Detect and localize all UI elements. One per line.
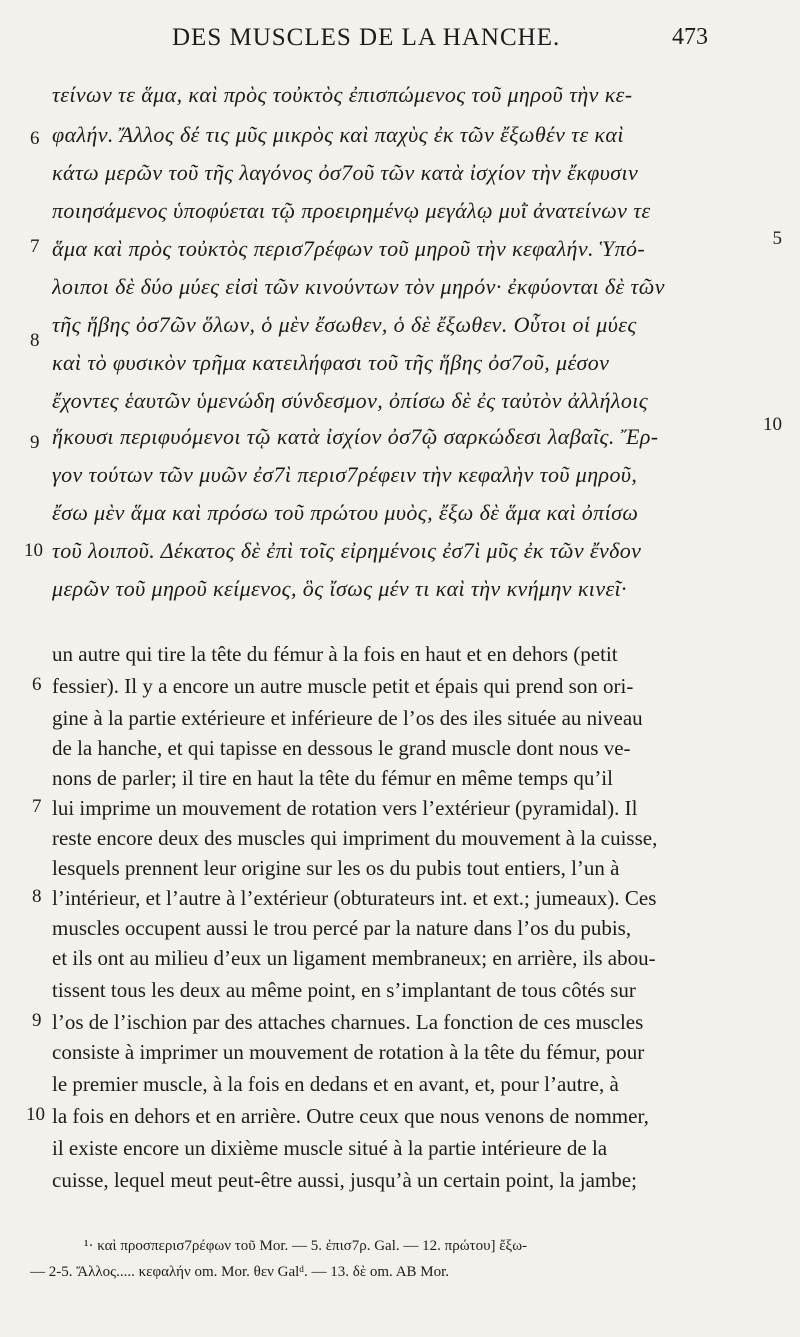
page-header [0,24,800,60]
french-line: de la hanche, et qui tapisse en dessous le grand muscle dont nous ve- [52,736,631,760]
french-line: consiste à imprimer un mouvement de rotation à la tête du fémur, pour [52,1040,645,1064]
french-line: le premier muscle, à la fois en dedans et en avant, et, pour l’autre, à [52,1072,619,1096]
french-line: un autre qui tire la tête du fémur à la fois en haut et en dehors (petit [52,642,618,666]
greek-line-number: 10 [24,540,43,561]
footnote-line: — 2-5. Ἄλλος..... κεφαλήν om. Mor. θεν Galᵈ. — 13. δὲ om. AB Mor. [30,1264,450,1280]
french-line: et ils ont au milieu d’eux un ligament membraneux; en arrière, ils abou- [52,946,656,970]
greek-line: τοῦ λοιποῦ. Δέκατος δὲ ἐπὶ τοῖς εἰρημένοις ἐσ7ὶ μῦς ἐκ τῶν ἔνδον [52,538,642,563]
margin-line-count: 10 [763,414,782,435]
greek-line-number: 9 [30,432,40,453]
greek-line-number: 8 [30,330,40,351]
greek-line-number: 6 [30,128,40,149]
french-line: fessier). Il y a encore un autre muscle petit et épais qui prend son ori- [52,674,634,698]
french-line: la fois en dehors et en arrière. Outre ceux que nous venons de nommer, [52,1104,649,1128]
greek-line: λοιποι δὲ δύο μύες εἰσὶ τῶν κινούντων τὸν μηρόν· ἐκφύονται δὲ τῶν [52,274,665,299]
page-number: 473 [672,24,708,50]
french-line: tissent tous les deux au même point, en s’implantant de tous côtés sur [52,978,636,1002]
margin-line-count: 5 [772,228,782,249]
greek-line: ἥκουσι περιφυόμενοι τῷ κατὰ ἰσχίον ὀσ7ῷ σαρκώδεσι λαβαῖς. Ἔρ- [52,424,659,449]
greek-line: ποιησάμενος ὑποφύεται τῷ προειρημένῳ μεγάλῳ μυῒ ἀνατείνων τε [52,198,651,223]
french-line: muscles occupent aussi le trou percé par la nature dans l’os du pubis, [52,916,632,940]
greek-line-number: 7 [30,236,40,257]
greek-line: τῆς ἥβης ὀσ7ῶν ὅλων, ὁ μὲν ἔσωθεν, ὁ δὲ ἔξωθεν. Οὗτοι οἱ μύες [52,312,637,337]
greek-line: τείνων τε ἅμα, καὶ πρὸς τοὐκτὸς ἐπισπώμενος τοῦ μηροῦ τὴν κε- [52,82,633,107]
greek-line: γον τούτων τῶν μυῶν ἐσ7ὶ περισ7ρέφειν τὴν κεφαλὴν τοῦ μηροῦ, [52,462,638,487]
greek-line: μερῶν τοῦ μηροῦ κείμενος, ὃς ἴσως μέν τι καὶ τὴν κνήμην κινεῖ· [52,576,627,601]
greek-line: καὶ τὸ φυσικὸν τρῆμα κατειλήφασι τοῦ τῆς ἥβης ὀσ7οῦ, μέσον [52,350,610,375]
greek-line: ἅμα καὶ πρὸς τοὐκτὸς περισ7ρέφων τοῦ μηροῦ τὴν κεφαλήν. Ὑπό- [52,236,646,261]
french-line-number: 10 [26,1104,45,1125]
greek-line: φαλήν. Ἄλλος δέ τις μῦς μικρὸς καὶ παχὺς ἐκ τῶν ἔξωθέν τε καὶ [52,122,624,147]
french-line: gine à la partie extérieure et inférieure de l’os des iles située au niveau [52,706,643,730]
greek-line: κάτω μερῶν τοῦ τῆς λαγόνος ὀσ7οῦ τῶν κατὰ ἰσχίον τὴν ἔκφυσιν [52,160,639,185]
french-line: lesquels prennent leur origine sur les os du pubis tout entiers, l’un à [52,856,620,880]
french-line-number: 6 [32,674,42,695]
french-line: reste encore deux des muscles qui impriment du mouvement à la cuisse, [52,826,658,850]
greek-line: ἔσω μὲν ἅμα καὶ πρόσω τοῦ πρώτου μυὸς, ἔξω δὲ ἅμα καὶ ὀπίσω [52,500,639,525]
french-line: nons de parler; il tire en haut la tête du fémur en même temps qu’il [52,766,613,790]
running-title: DES MUSCLES DE LA HANCHE. [172,24,561,51]
french-line: l’intérieur, et l’autre à l’extérieur (obturateurs int. et ext.; jumeaux). Ces [52,886,657,910]
french-line-number: 9 [32,1010,42,1031]
footnote-line: ¹· καὶ προσπερισ7ρέφων τοῦ Mor. — 5. ἐπισ7ρ. Gal. — 12. πρώτου] ἔξω- [84,1238,528,1254]
french-line-number: 7 [32,796,42,817]
greek-line: ἔχοντες ἑαυτῶν ὑμενώδη σύνδεσμον, ὀπίσω δὲ ἐς ταὐτὸν ἀλλήλοις [52,388,649,413]
french-line: cuisse, lequel meut peut-être aussi, jusqu’à un certain point, la jambe; [52,1168,637,1192]
french-line: l’os de l’ischion par des attaches charnues. La fonction de ces muscles [52,1010,644,1034]
french-line: il existe encore un dixième muscle situé à la partie intérieure de la [52,1136,608,1160]
french-line-number: 8 [32,886,42,907]
french-line: lui imprime un mouvement de rotation vers l’extérieur (pyramidal). Il [52,796,638,820]
